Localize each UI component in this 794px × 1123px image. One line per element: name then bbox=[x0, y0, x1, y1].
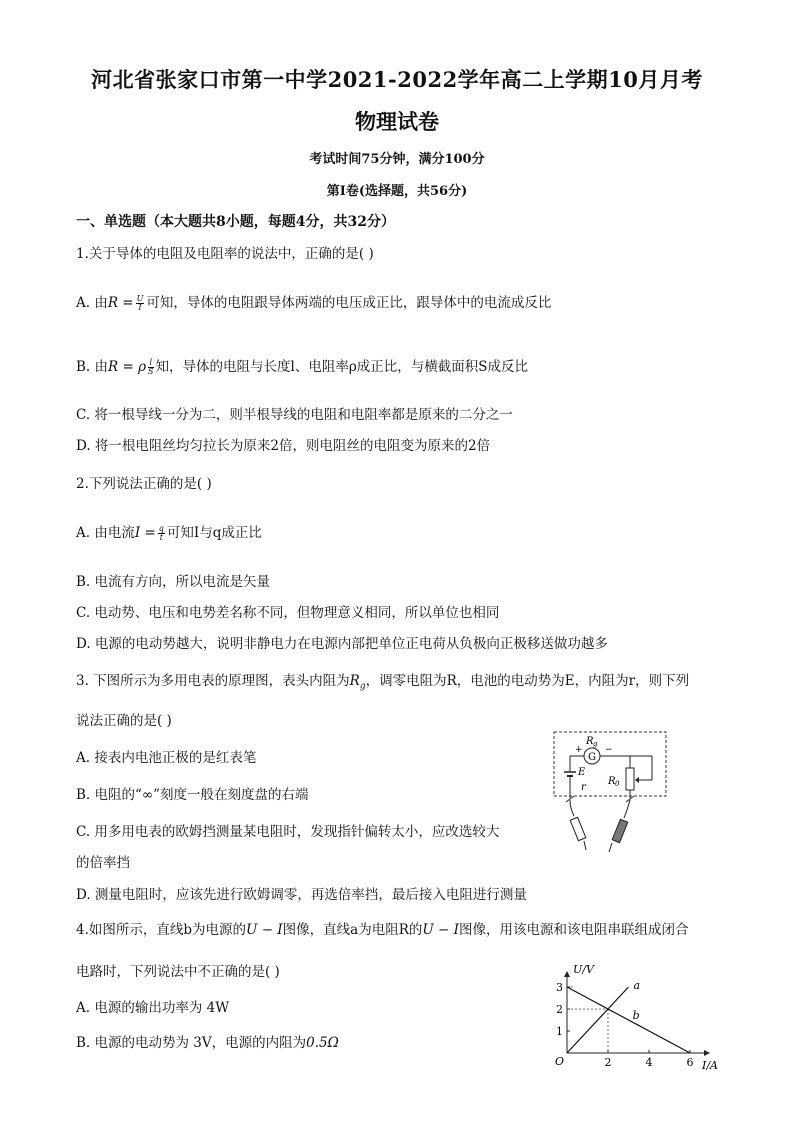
q4-stem-post: 图像，用该电源和该电阻串联组成闭合 bbox=[458, 922, 689, 938]
x-axis-arrowhead bbox=[704, 1050, 710, 1056]
q2-a-pre: A. 由电流 bbox=[76, 525, 135, 541]
r0-sub-label: 0 bbox=[615, 780, 620, 788]
red-lead-wire bbox=[570, 800, 574, 816]
series-line-b bbox=[567, 987, 690, 1053]
q2-option-d: D. 电源的电动势越大，说明非静电力在电源内部把单位正电荷从负极向正极移送做功越多 bbox=[76, 636, 608, 652]
q1-b-pre: B. 由 bbox=[76, 359, 109, 375]
series-label-b: b bbox=[632, 1008, 640, 1022]
q2-a-den: t bbox=[159, 533, 163, 542]
q3-option-c: C. 用多用电表的欧姆挡测量某电阻时，发现指针偏转太小，应改选较大 bbox=[76, 824, 500, 840]
q1-option-a bbox=[76, 291, 551, 312]
x-tick-label: 6 bbox=[686, 1056, 694, 1069]
paper-title-line2: 物理试卷 bbox=[355, 109, 439, 134]
emf-label: E bbox=[578, 767, 586, 778]
q4-stem-mid: 图像，直线a为电阻R的 bbox=[282, 922, 423, 938]
q1-stem: 1.关于导体的电阻及电阻率的说法中，正确的是( ) bbox=[76, 246, 374, 262]
paper-title-line1: 河北省张家口市第一中学2021-2022学年高二上学期10月月考 bbox=[91, 67, 703, 92]
y-axis-label: U/V bbox=[573, 963, 594, 976]
q3-option-b: B. 电阻的“∞”刻度一般在刻度盘的右端 bbox=[76, 787, 309, 803]
red-probe-tip bbox=[584, 841, 586, 850]
q1-b-fraction bbox=[148, 359, 153, 376]
section-heading: 一、单选题（本大题共8小题，每题4分，共32分） bbox=[76, 214, 395, 230]
q4-ui1: U − I bbox=[246, 922, 283, 938]
x-tick-label: 2 bbox=[604, 1056, 612, 1069]
y-tick-label: 3 bbox=[556, 981, 563, 994]
q3-stem-pre: 3. 下图所示为多用电表的原理图，表头内阻为 bbox=[76, 673, 350, 689]
rg-sub-label: g bbox=[593, 740, 598, 748]
q3-rg-sub: g bbox=[359, 681, 366, 692]
series-line-a bbox=[567, 987, 629, 1053]
q1-b-formula: R = ρ bbox=[108, 359, 147, 375]
q1-b-den: S bbox=[148, 367, 154, 376]
q4-ui2: U − I bbox=[422, 922, 459, 938]
q1-b-post: 知，导体的电阻与长度l、电阻率ρ成正比，与横截面积S成反比 bbox=[155, 359, 529, 375]
rg-label: R bbox=[586, 736, 594, 747]
q1-b-num: l bbox=[149, 358, 153, 367]
r0-resistor bbox=[626, 768, 634, 790]
q3-rg: R bbox=[349, 673, 360, 689]
q2-a-formula: I = bbox=[134, 525, 156, 541]
y-tick-label: 1 bbox=[556, 1025, 563, 1038]
y-axis-arrowhead bbox=[564, 971, 570, 977]
black-lead-wire bbox=[624, 800, 630, 818]
volume-heading: 第Ⅰ卷(选择题，共56分) bbox=[326, 184, 468, 199]
q2-a-fraction bbox=[158, 525, 165, 542]
red-probe-icon bbox=[570, 817, 586, 840]
q2-stem: 2.下列说法正确的是( ) bbox=[76, 476, 212, 492]
q4-option-b bbox=[76, 1031, 339, 1051]
q3-stem-post: ，调零电阻为R，电池的电动势为E，内阻为r，则下列 bbox=[365, 673, 690, 689]
q4-stem-line2: 电路时，下列说法中不正确的是( ) bbox=[76, 964, 280, 980]
exam-info: 考试时间75分钟，满分100分 bbox=[309, 152, 485, 167]
q4-stem bbox=[76, 918, 688, 938]
q1-a-formula: R = bbox=[107, 295, 134, 311]
q3-option-c-cont: 的倍率挡 bbox=[76, 855, 130, 871]
x-tick-label: 4 bbox=[645, 1056, 653, 1069]
galvanometer-label: G bbox=[588, 752, 596, 763]
q2-a-post: 可知I与q成正比 bbox=[166, 525, 262, 541]
internal-r-label: r bbox=[581, 782, 586, 793]
x-axis-label: I/A bbox=[702, 1059, 718, 1072]
q2-option-c: C. 电动势、电压和电势差名称不同，但物理意义相同，所以单位也相同 bbox=[76, 605, 500, 621]
black-probe-tip bbox=[609, 843, 612, 852]
q1-a-num: U bbox=[136, 294, 144, 303]
q1-a-fraction bbox=[136, 295, 145, 312]
series-label-a: a bbox=[633, 979, 641, 992]
slider-arrowhead bbox=[635, 777, 639, 783]
q1-option-c: C. 将一根导线一分为二，则半根导线的电阻和电阻率都是原来的二分之一 bbox=[76, 407, 513, 423]
q1-a-post: 可知，导体的电阻跟导体两端的电压成正比，跟导体中的电流成反比 bbox=[146, 295, 552, 311]
multimeter-circuit-figure bbox=[548, 728, 672, 858]
q4-b-pre: B. 电源的电动势为 3V，电源的内阻为 bbox=[76, 1035, 307, 1051]
q4-b-val: 0.5Ω bbox=[306, 1035, 339, 1051]
y-tick-label: 2 bbox=[556, 1003, 563, 1016]
black-probe-icon bbox=[612, 819, 628, 842]
plus-label: + bbox=[575, 745, 583, 755]
ui-graph-chart bbox=[540, 958, 718, 1076]
r0-label: R bbox=[608, 776, 616, 787]
q3-stem-line2: 说法正确的是( ) bbox=[76, 713, 172, 729]
origin-label: O bbox=[555, 1055, 565, 1068]
q1-a-pre: A. 由 bbox=[76, 295, 108, 311]
q3-option-d: D. 测量电阻时，应该先进行欧姆调零，再选倍率挡，最后接入电阻进行测量 bbox=[76, 887, 527, 903]
q2-option-b: B. 电流有方向，所以电流是矢量 bbox=[76, 574, 271, 590]
q1-a-den: I bbox=[138, 303, 142, 312]
q3-option-a: A. 接表内电池正极的是红表笔 bbox=[76, 750, 257, 766]
q2-a-num: q bbox=[158, 524, 164, 533]
q1-option-d: D. 将一根电阻丝均匀拉长为原来2倍，则电阻丝的电阻变为原来的2倍 bbox=[76, 438, 491, 454]
minus-label: − bbox=[605, 745, 613, 755]
q3-stem bbox=[76, 669, 689, 692]
q4-stem-pre: 4.如图所示，直线b为电源的 bbox=[76, 922, 247, 938]
q4-option-a: A. 电源的输出功率为 4W bbox=[76, 1000, 230, 1016]
q2-option-a bbox=[76, 521, 262, 542]
q1-option-b bbox=[76, 355, 528, 376]
